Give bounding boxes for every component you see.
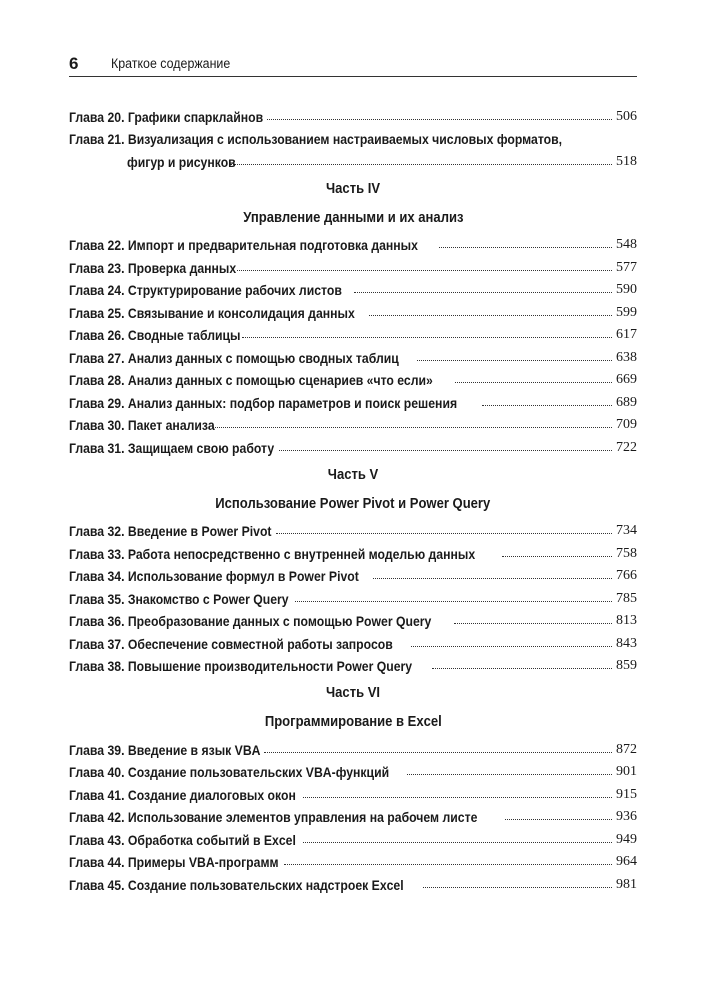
dot-leader	[417, 360, 612, 361]
chapter-page-number: 813	[616, 613, 637, 628]
toc-entry[interactable]	[69, 735, 637, 758]
dot-leader	[454, 623, 612, 624]
chapter-title-continuation: фигур и рисунков	[127, 154, 236, 170]
dot-leader	[303, 797, 612, 798]
toc-entry[interactable]	[69, 102, 637, 125]
chapter-page-number: 843	[616, 635, 637, 651]
toc-entry[interactable]	[69, 253, 637, 276]
chapter-title: Глава 25. Связывание и консолидация данных	[69, 305, 355, 321]
chapter-title: Глава 44. Примеры VBA-программ	[69, 855, 279, 870]
chapter-page-number: 734	[616, 523, 637, 538]
dot-leader	[439, 247, 612, 248]
running-title: Краткое содержание	[111, 56, 231, 71]
dot-leader	[284, 864, 612, 865]
chapter-page-number: 785	[616, 590, 637, 606]
part-heading	[69, 674, 637, 735]
chapter-title: Глава 28. Анализ данных с помощью сценариев «что если»	[69, 373, 433, 388]
chapter-title: Глава 42. Использование элементов управления на рабочем листе	[69, 810, 478, 825]
toc-entry[interactable]	[69, 629, 637, 652]
chapter-title: Глава 30. Пакет анализа	[69, 418, 215, 433]
toc-entry[interactable]	[69, 388, 637, 411]
part-chapter-list	[69, 517, 637, 675]
dot-leader	[455, 382, 612, 383]
chapter-page-number: 901	[616, 764, 637, 779]
dot-leader	[505, 819, 612, 820]
chapter-title: Глава 33. Работа непосредственно с внутренней моделью данных	[69, 546, 476, 562]
chapter-page-number: 722	[616, 439, 637, 455]
chapter-title: Глава 41. Создание диалоговых окон	[69, 787, 296, 803]
dot-leader	[279, 450, 612, 451]
dot-leader	[423, 887, 612, 888]
dot-leader	[373, 578, 612, 579]
part-chapter-list	[69, 231, 637, 456]
dot-leader	[213, 427, 612, 428]
chapter-title: Глава 36. Преобразование данных с помощью Power Query	[69, 614, 432, 629]
chapter-title: Глава 43. Обработка событий в Excel	[69, 832, 296, 848]
chapter-title: Глава 40. Создание пользовательских VBA-функций	[69, 765, 390, 780]
chapter-page-number: 949	[616, 831, 637, 847]
toc-entry[interactable]	[69, 584, 637, 607]
chapter-page-number: 915	[616, 786, 637, 802]
dot-leader	[242, 337, 612, 338]
table-of-contents	[69, 102, 637, 893]
part-title: Использование Power Pivot и Power Query	[215, 495, 491, 512]
part-chapter-list	[69, 735, 637, 893]
toc-entry[interactable]	[69, 276, 637, 299]
page-number: 6	[69, 54, 79, 73]
chapter-title: Глава 29. Анализ данных: подбор параметров и поиск решения	[69, 395, 458, 411]
toc-entry[interactable]	[69, 652, 637, 675]
chapter-title: Глава 21. Визуализация с использованием настраиваемых числовых форматов,	[69, 132, 563, 147]
toc-entry[interactable]	[69, 321, 637, 344]
chapter-page-number: 617	[616, 327, 637, 342]
dot-leader	[295, 601, 612, 602]
dot-leader	[502, 556, 612, 557]
header-divider	[69, 76, 637, 77]
chapter-page-number: 936	[616, 809, 637, 824]
chapter-title: Глава 34. Использование формул в Power Pivot	[69, 569, 359, 584]
chapter-page-number: 638	[616, 349, 637, 365]
toc-entry[interactable]	[69, 825, 637, 848]
chapter-title: Глава 23. Проверка данных	[69, 260, 237, 276]
toc-entry[interactable]	[69, 870, 637, 893]
toc-entry[interactable]	[69, 562, 637, 585]
chapter-title: Глава 45. Создание пользовательских надстроек Excel	[69, 877, 404, 893]
dot-leader	[237, 270, 612, 271]
toc-entry[interactable]	[69, 780, 637, 803]
dot-leader	[432, 668, 612, 669]
dot-leader	[264, 752, 612, 753]
toc-entry[interactable]	[69, 411, 637, 434]
chapter-page-number: 506	[616, 108, 637, 124]
dot-leader	[276, 533, 612, 534]
chapter-page-number: 758	[616, 545, 637, 561]
part-title: Программирование в Excel	[264, 714, 442, 730]
chapter-page-number: 548	[616, 237, 637, 252]
chapter-page-number: 599	[616, 304, 637, 320]
part-heading	[69, 456, 637, 517]
toc-entry[interactable]	[69, 366, 637, 389]
dot-leader	[267, 119, 612, 120]
dot-leader	[369, 315, 612, 316]
toc-entry[interactable]	[69, 539, 637, 562]
part-heading	[69, 170, 637, 231]
chapter-title: Глава 32. Введение в Power Pivot	[69, 524, 272, 539]
chapter-page-number: 709	[616, 417, 637, 432]
dot-leader	[230, 164, 612, 165]
chapter-page-number: 689	[616, 394, 637, 410]
dot-leader	[482, 405, 612, 406]
chapter-title: Глава 39. Введение в язык VBA	[69, 742, 261, 758]
toc-entry[interactable]	[69, 231, 637, 254]
chapter-page-number: 859	[616, 658, 637, 673]
toc-entry[interactable]	[69, 298, 637, 321]
dot-leader	[303, 842, 612, 843]
toc-entry[interactable]	[69, 517, 637, 540]
toc-entry[interactable]	[69, 343, 637, 366]
chapter-page-number: 577	[616, 259, 637, 275]
page-header	[69, 52, 637, 80]
chapter-title: Глава 31. Защищаем свою работу	[69, 440, 275, 456]
chapter-title: Глава 35. Знакомство с Power Query	[69, 591, 289, 607]
toc-entry[interactable]	[69, 848, 637, 871]
chapter-title: Глава 22. Импорт и предварительная подготовка данных	[69, 238, 418, 253]
chapter-title: Глава 38. Повышение производительности Power Query	[69, 659, 413, 674]
chapter-title: Глава 37. Обеспечение совместной работы запросов	[69, 636, 393, 652]
toc-entry[interactable]	[69, 433, 637, 456]
chapter-title: Глава 26. Сводные таблицы	[69, 328, 241, 343]
part-label: Часть VI	[325, 685, 381, 701]
chapter-page-number: 981	[616, 876, 637, 892]
toc-entry[interactable]	[69, 758, 637, 781]
toc-entry[interactable]	[69, 803, 637, 826]
chapter-title: Глава 20. Графики спарклайнов	[69, 109, 264, 125]
chapter-page-number: 964	[616, 854, 637, 869]
dot-leader	[407, 774, 612, 775]
chapter-page-number: 518	[616, 153, 637, 169]
dot-leader	[354, 292, 612, 293]
chapter-title: Глава 27. Анализ данных с помощью сводных таблиц	[69, 350, 399, 366]
dot-leader	[411, 646, 612, 647]
chapter-page-number: 766	[616, 568, 637, 583]
part-label: Часть IV	[325, 180, 381, 197]
chapter-page-number: 590	[616, 282, 637, 297]
part-label: Часть V	[327, 466, 379, 483]
chapter-title: Глава 24. Структурирование рабочих листов	[69, 283, 342, 298]
part-title: Управление данными и их анализ	[242, 209, 464, 226]
toc-entry[interactable]	[69, 125, 637, 170]
chapter-page-number: 669	[616, 372, 637, 387]
chapter-page-number: 872	[616, 741, 637, 757]
toc-entry[interactable]	[69, 607, 637, 630]
